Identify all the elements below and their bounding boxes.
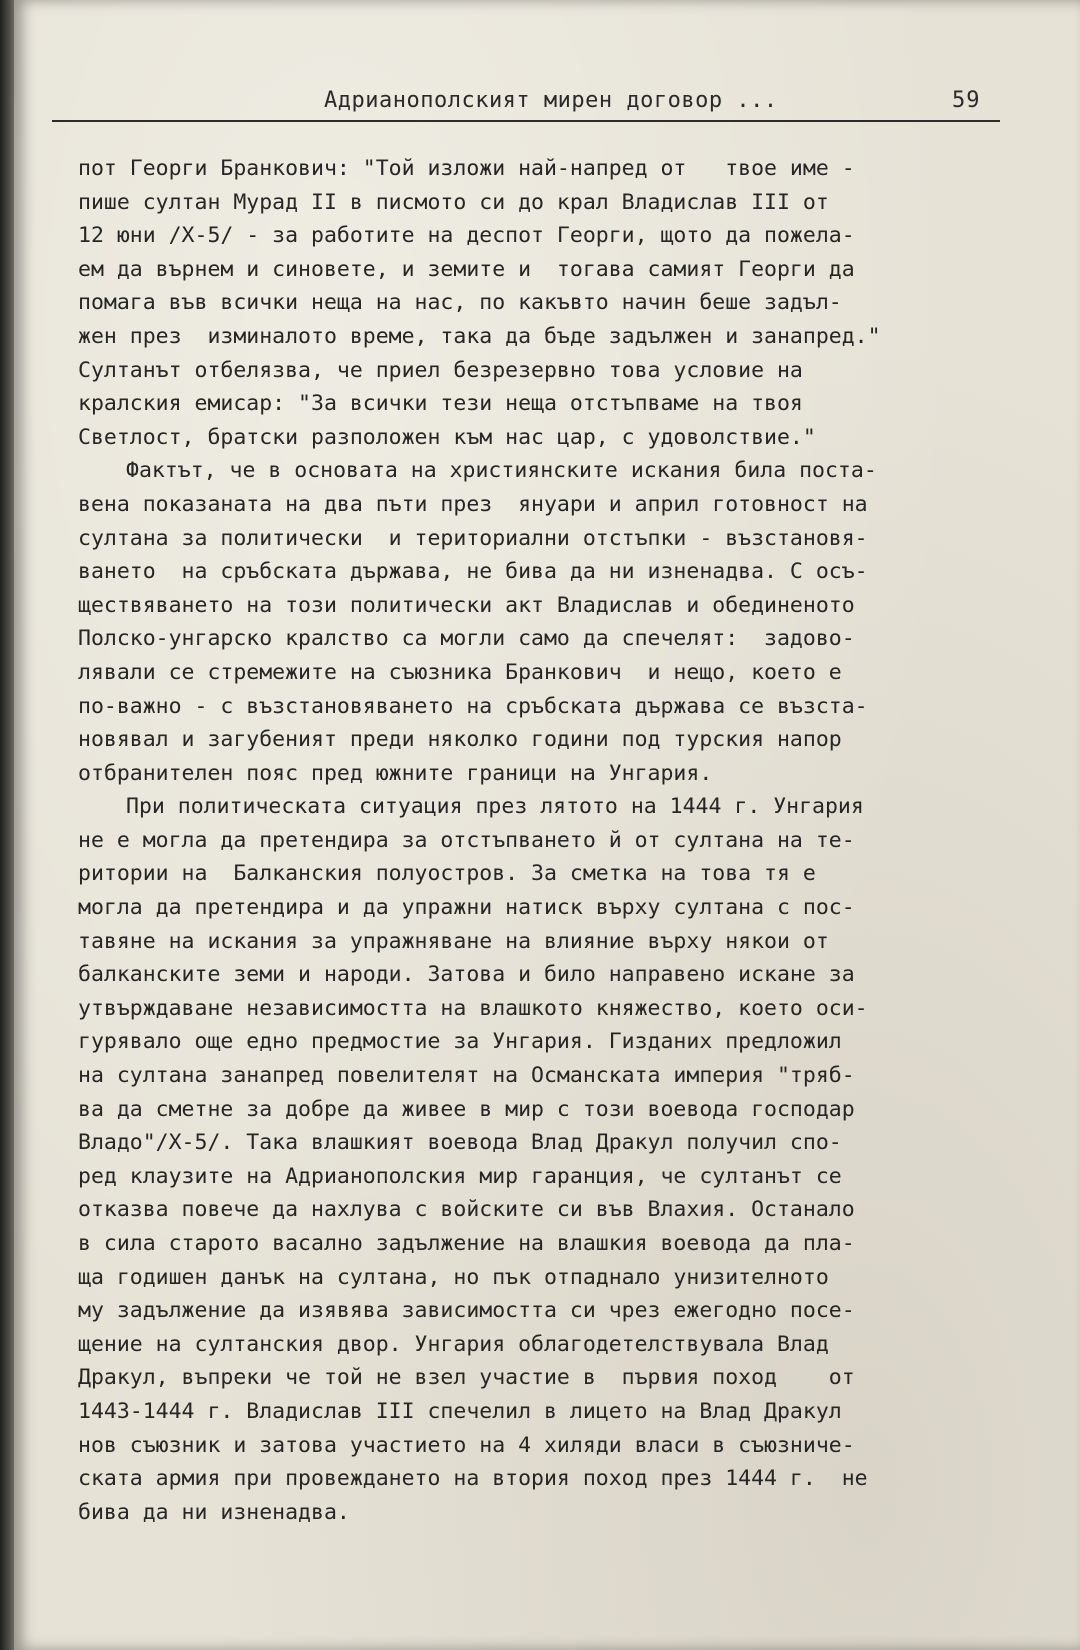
document-page xyxy=(14,0,1080,1650)
text-line: нов съюзник и затова участието на 4 хиляди власи в съюзниче- xyxy=(78,1432,855,1458)
text-line: ществяването на този политически акт Владислав и обединеното xyxy=(78,592,855,618)
header-rule xyxy=(52,120,1000,122)
paragraph-first-line: При политическата ситуация през лятото на 1444 г. Унгария xyxy=(126,794,864,820)
text-line: султана за политически и териториални отстъпки - възстановя- xyxy=(78,525,868,551)
page-header xyxy=(52,86,1000,126)
text-line: му задължение да изявява зависимостта си чрез ежегодно посе- xyxy=(78,1298,855,1324)
text-line: гурявало още едно предмостие за Унгария. Гизданих предложил xyxy=(78,1029,842,1055)
text-line: кралския емисар: "За всички тези неща отстъпваме на твоя xyxy=(78,391,803,417)
text-line: могла да претендира и да упражни натиск върху султана с пос- xyxy=(78,895,855,921)
text-line: Полско-унгарско кралство са могли само да спечелят: задово- xyxy=(78,626,855,652)
text-line: отказва повече да нахлува с войските си във Влахия. Останало xyxy=(78,1197,855,1223)
text-line: по-важно - с възстановяването на сръбската държава се възста- xyxy=(78,693,868,719)
text-line: Владо"/Х-5/. Така влашкият воевода Влад Дракул получил спо- xyxy=(78,1130,842,1156)
text-line: балканските земи и народи. Затова и било направено искане за xyxy=(78,962,855,988)
text-line: жен през изминалото време, така да бъде задължен и занапред." xyxy=(78,323,881,349)
text-line: ската армия при провеждането на втория поход през 1444 г. не xyxy=(78,1466,868,1492)
text-line: пот Георги Бранкович: "Той изложи най-напред от твое име - xyxy=(78,156,855,181)
text-line: Светлост, братски разположен към нас цар, с удоволствие." xyxy=(78,424,816,450)
text-line: Султанът отбелязва, че приел безрезервно това условие на xyxy=(78,357,803,383)
text-line: 1443-1444 г. Владислав III спечелил в лицето на Влад Дракул xyxy=(78,1398,842,1424)
text-line: новявал и загубеният преди няколко години под турския напор xyxy=(78,727,842,753)
text-line: ща годишен данък на султана, но пък отпаднало унизителното xyxy=(78,1264,829,1290)
text-line: отбранителен пояс пред южните граници на Унгария. xyxy=(78,760,713,786)
body-text xyxy=(78,152,1028,1529)
text-line: в сила старото васално задължение на влашкия воевода да пла- xyxy=(78,1231,855,1256)
text-line: вена показаната на два пъти през януари и април готовност на xyxy=(78,491,868,517)
text-line: ред клаузите на Адрианополския мир гаранция, че султанът се xyxy=(78,1163,842,1189)
scan-shadow-edge xyxy=(0,0,14,1650)
text-line: тавяне на искания за упражняване на влияние върху някои от xyxy=(78,928,829,954)
text-line: бива да ни изненадва. xyxy=(78,1499,350,1525)
text-line: щение на султанския двор. Унгария облагодетелствувала Влад xyxy=(78,1331,829,1357)
text-line: утвърждаване независимостта на влашкото княжество, което оси- xyxy=(78,995,868,1021)
text-line: Дракул, въпреки че той не взел участие в първия поход от xyxy=(78,1365,855,1391)
text-line: ем да върнем и синовете, и земите и тогава самият Георги да xyxy=(78,256,855,282)
text-line: пише султан Мурад II в писмото си до крал Владислав III от xyxy=(78,189,829,215)
text-line: лявали се стремежите на съюзника Бранкович и нещо, което е xyxy=(78,659,842,685)
text-line: 12 юни /Х-5/ - за работите на деспот Георги, щото да пожела- xyxy=(78,223,855,249)
page-number: 59 xyxy=(952,88,981,113)
text-line: помага във всички неща на нас, по какъвто начин беше задъл- xyxy=(78,290,842,316)
text-line: ва да сметне за добре да живее в мир с този воевода господар xyxy=(78,1096,855,1122)
text-line: не е могла да претендира за отстъпването й от султана на те- xyxy=(78,827,855,853)
text-line: ритории на Балканския полуостров. За сметка на това тя е xyxy=(78,861,816,887)
paragraph-first-line: Фактът, че в основата на християнските искания била поста- xyxy=(126,458,877,484)
text-line: на султана занапред повелителят на Османската империя "тряб- xyxy=(78,1063,855,1089)
text-line: ването на сръбската държава, не бива да ни изненадва. С осъ- xyxy=(78,559,868,585)
running-title: Адрианополският мирен договор ... xyxy=(324,88,778,113)
